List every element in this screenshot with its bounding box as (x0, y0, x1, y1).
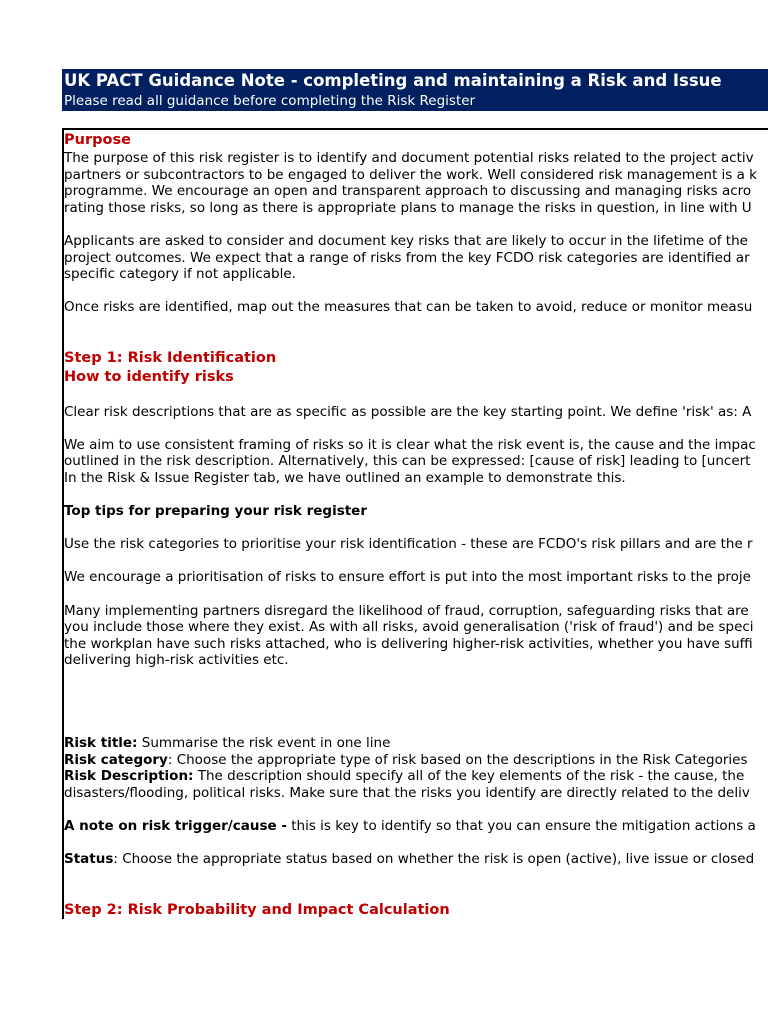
purpose-para2-line: Applicants are asked to consider and document key risks that are likely to occur in the lifetime of the (64, 232, 748, 249)
page-title: UK PACT Guidance Note - completing and maintaining a Risk and Issue (64, 71, 722, 90)
step1-para2-line: In the Risk & Issue Register tab, we have outlined an example to demonstrate this. (64, 469, 626, 486)
step1-para2-line: We aim to use consistent framing of risks so it is clear what the risk event is, the cause and the impac (64, 436, 756, 453)
field-risk-title (64, 735, 757, 752)
purpose-para2-line: project outcomes. We expect that a range of risks from the key FCDO risk categories are identified ar (64, 249, 750, 266)
purpose-para2-line: specific category if not applicable. (64, 266, 296, 283)
risk-description-cont: disasters/flooding, political risks. Make sure that the risks you identify are directly related to the deliv (64, 784, 750, 801)
tip-3-line: delivering high-risk activities etc. (64, 652, 289, 669)
step1-para2-line: outlined in the risk description. Alternatively, this can be expressed: [cause of risk] leading to [uncert (64, 453, 751, 470)
step1-subheading: How to identify risks (64, 368, 234, 385)
risk-title-text: Summarise the risk event in one line (137, 735, 391, 752)
risk-description-label: Risk Description: (64, 768, 194, 785)
page-subtitle: Please read all guidance before completing the Risk Register (64, 93, 476, 109)
field-status (64, 851, 757, 868)
tip-3-line: the workplan have such risks attached, who is delivering higher-risk activities, whether you have suffi (64, 635, 753, 652)
guidance-content-box (62, 128, 768, 919)
purpose-heading: Purpose (64, 132, 131, 148)
tip-3-line: you include those where they exist. As with all risks, avoid generalisation ('risk of fraud') and be speci (64, 619, 754, 636)
purpose-para1-line: rating those risks, so long as there is appropriate plans to manage the risks in question, in line with U (64, 199, 752, 216)
purpose-para3: Once risks are identified, map out the measures that can be taken to avoid, reduce or monitor measu (64, 299, 753, 316)
status-label: Status (64, 851, 114, 868)
guidance-header (62, 69, 768, 111)
purpose-para1-line: The purpose of this risk register is to identify and document potential risks related to the project activ (64, 150, 754, 166)
tips-heading: Top tips for preparing your risk register (64, 503, 367, 520)
purpose-para1-line: partners or subcontractors to be engaged to deliver the work. Well considered risk management is a k (64, 166, 757, 183)
trigger-text: this is key to identify so that you can ensure the mitigation actions a (286, 818, 756, 834)
step1-heading: Step 1: Risk Identification (64, 349, 277, 366)
field-trigger (64, 818, 757, 835)
tip-3-line: Many implementing partners disregard the likelihood of fraud, corruption, safeguarding risks that are (64, 602, 749, 619)
risk-category-text: : Choose the appropriate type of risk based on the descriptions in the Risk Categories (167, 751, 748, 768)
field-risk-category (64, 752, 757, 769)
step1-para1: Clear risk descriptions that are as specific as possible are the key starting point. We define 'risk' as: A (64, 403, 752, 420)
guidance-content (64, 131, 757, 919)
status-text: : Choose the appropriate status based on whether the risk is open (active), live issue or closed (113, 851, 755, 868)
tip-2: We encourage a prioritisation of risks to ensure effort is put into the most important risks to the proje (64, 569, 751, 586)
risk-description-text: The description should specify all of the key elements of the risk - the cause, the (193, 768, 745, 785)
trigger-label: A note on risk trigger/cause - (64, 818, 287, 834)
step2-heading: Step 2: Risk Probability and Impact Calculation (64, 901, 450, 918)
risk-title-label: Risk title: (64, 735, 138, 752)
field-risk-description (64, 768, 757, 785)
tip-1: Use the risk categories to prioritise your risk identification - these are FCDO's risk pillars and are the r (64, 536, 753, 553)
risk-category-label: Risk category (64, 751, 168, 768)
purpose-para1-line: programme. We encourage an open and transparent approach to discussing and managing risks acro (64, 183, 752, 200)
